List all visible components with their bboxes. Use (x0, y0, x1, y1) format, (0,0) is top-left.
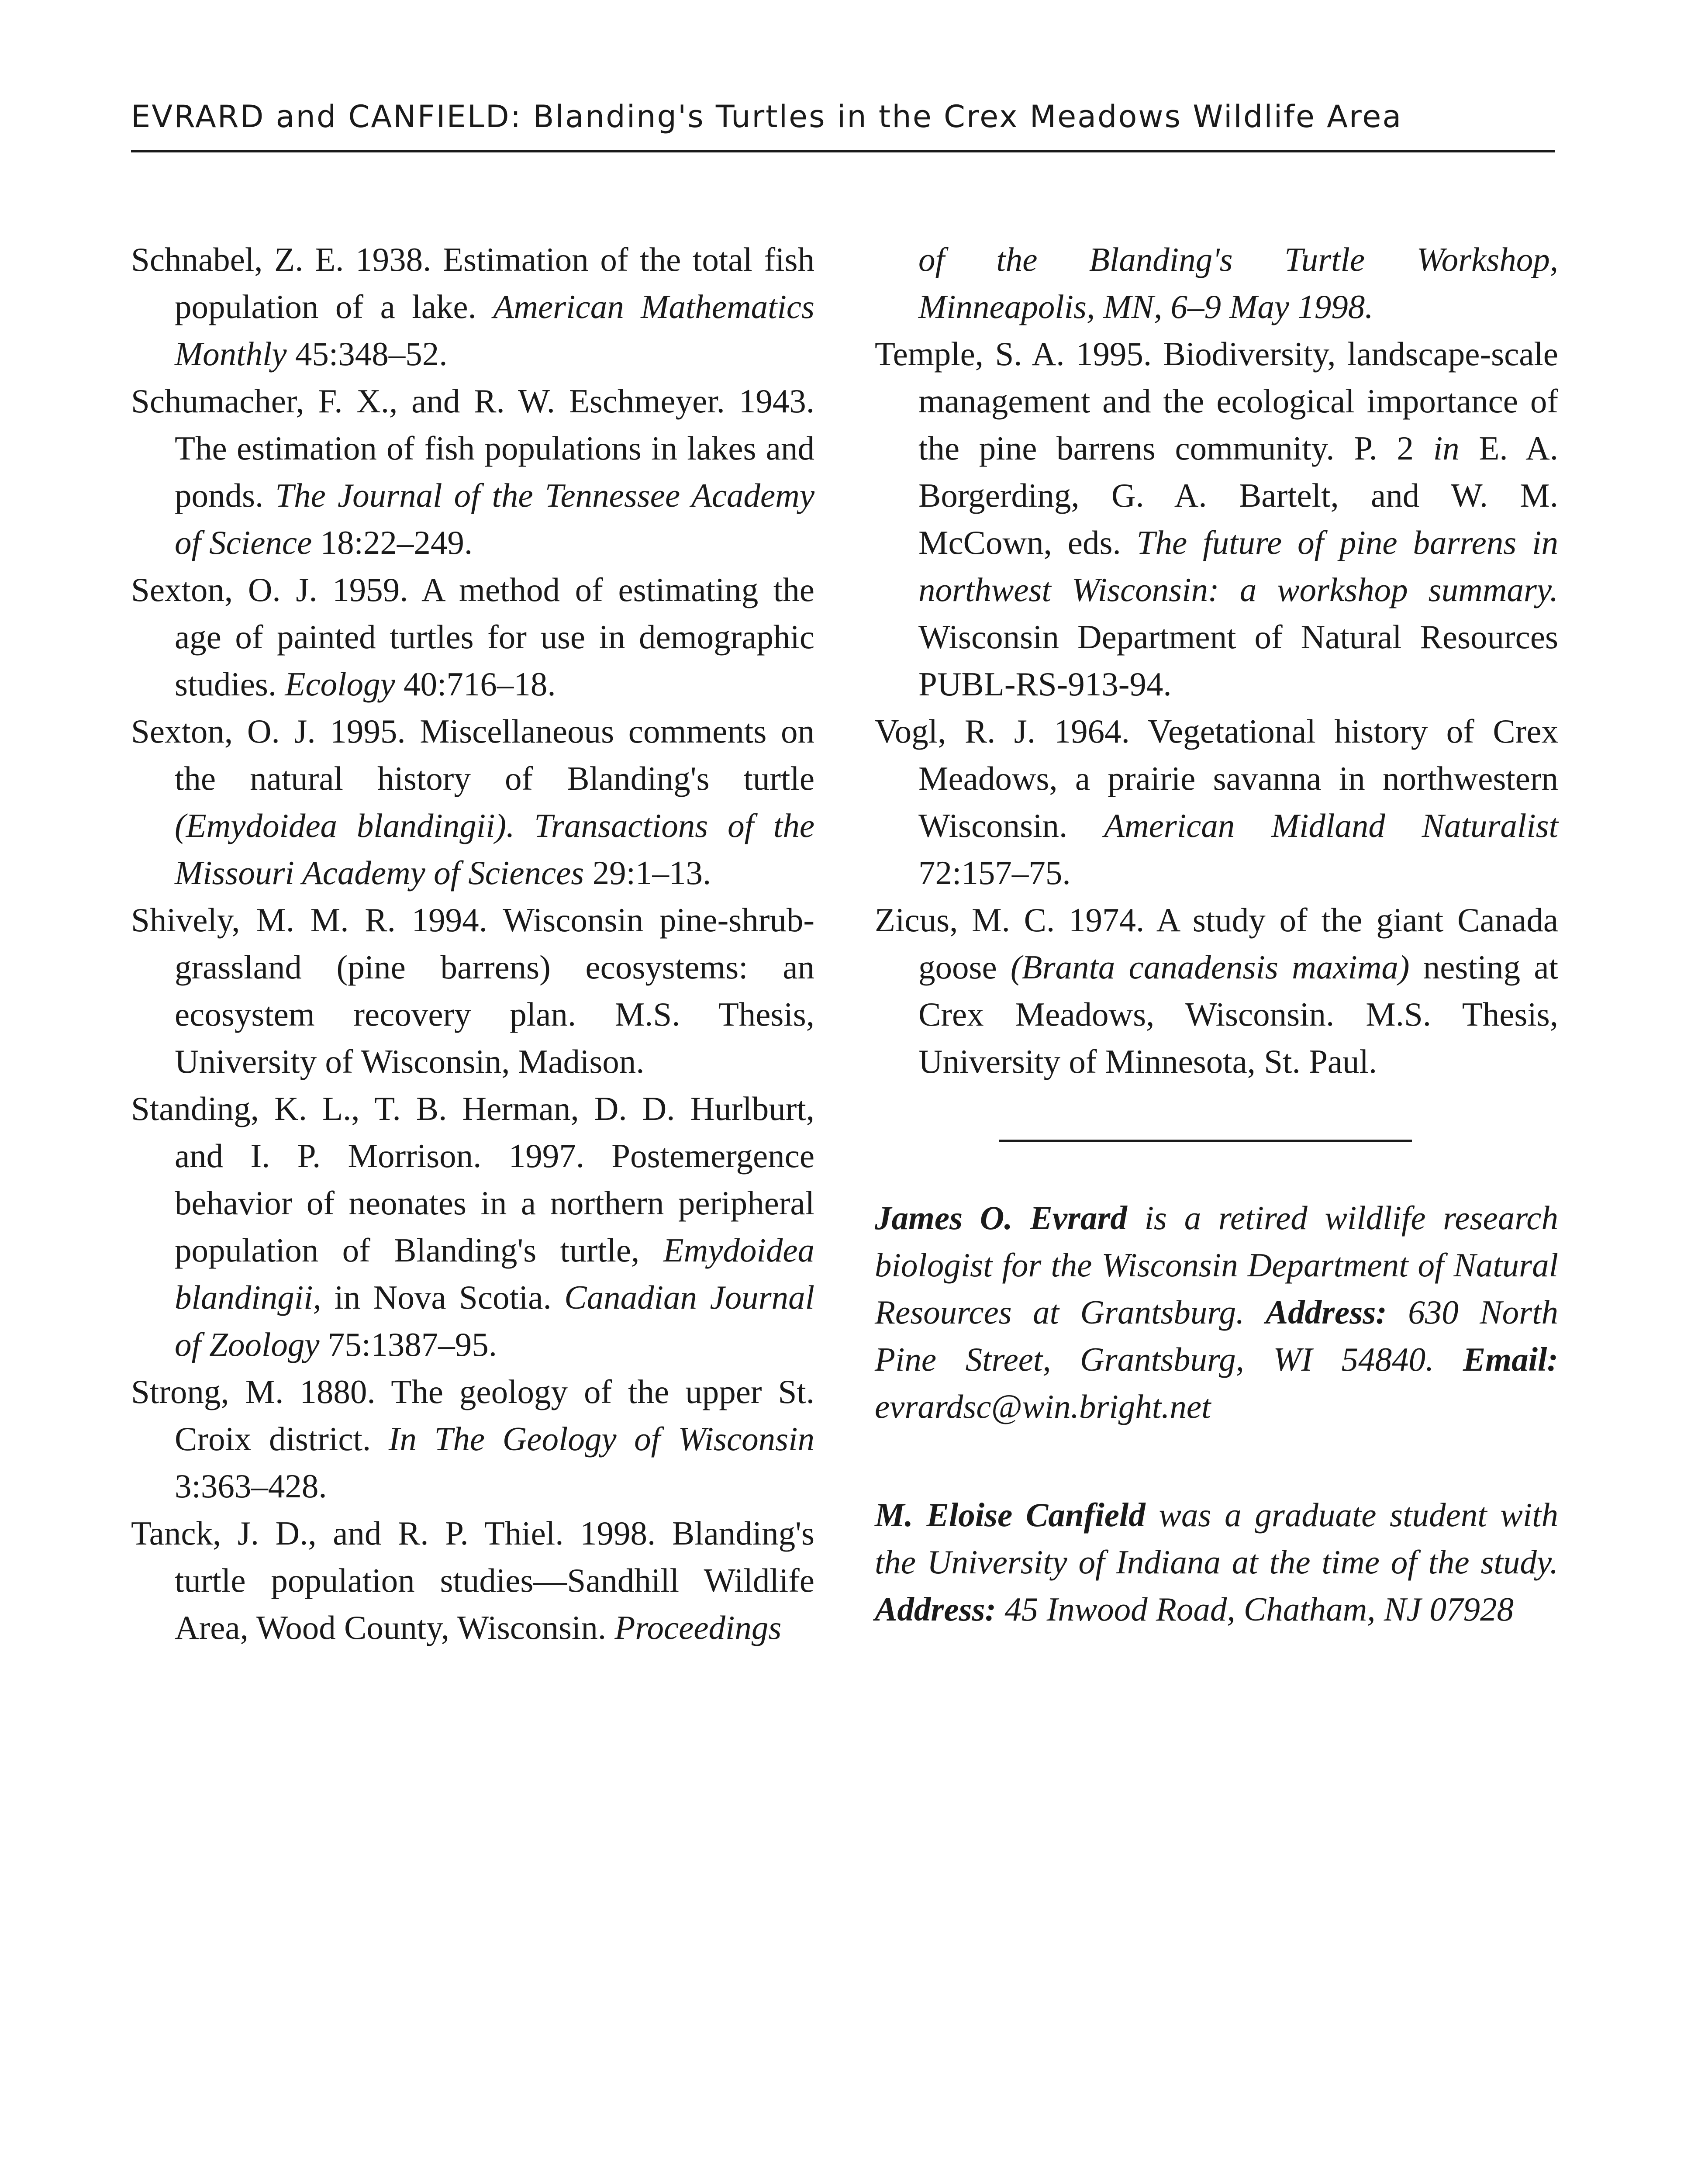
email-label: Email: (1463, 1341, 1558, 1378)
reference-zicus (875, 896, 1558, 1085)
ref-text: Standing, K. L., T. B. Herman, D. D. Hurlburt, and I. P. Morrison. 1997. Postemergence behavior of neonates in a northern peripheral population of Blanding's turtle, (131, 1090, 814, 1269)
ref-species: (Branta canadensis maxima) (1010, 948, 1410, 986)
ref-journal: Ecology (285, 665, 395, 703)
reference-strong (131, 1368, 814, 1510)
ref-text: nesting at Crex Meadows, Wisconsin. M.S. Thesis, University of Minnesota, St. Paul. (918, 948, 1558, 1080)
left-column (131, 236, 814, 1651)
reference-schumacher (131, 377, 814, 566)
running-head: EVRARD and CANFIELD: Blanding's Turtles in the Crex Meadows Wildlife Area (131, 99, 1403, 135)
ref-citation: 45:348–52. (286, 335, 448, 373)
reference-shively (131, 896, 814, 1085)
reference-vogl (875, 708, 1558, 896)
ref-text: Shively, M. M. R. 1994. Wisconsin pine-shrub-grassland (pine barrens) ecosystems: an ecosystem recovery plan. M.S. Thesis, University of Wisconsin, Madison. (131, 901, 814, 1080)
ref-citation: 75:1387–95. (319, 1326, 497, 1363)
ref-journal: American Midland Naturalist (1104, 807, 1558, 844)
ref-journal: (Emydoidea blandingii). Transactions of the Missouri Academy of Sciences (175, 807, 814, 892)
address-text: 45 Inwood Road, Chatham, NJ 07928 (996, 1590, 1514, 1628)
header-rule (131, 150, 1555, 152)
ref-citation: 40:716–18. (395, 665, 556, 703)
ref-text: Sexton, O. J. 1959. A method of estimating the age of painted turtles for use in demographic studies. (131, 571, 814, 703)
ref-text: in Nova Scotia. (321, 1279, 565, 1316)
ref-text: Strong, M. 1880. The geology of the upper St. Croix district. (131, 1373, 814, 1458)
ref-journal: The Journal of the Tennessee Academy of Science (175, 477, 815, 561)
address-label: Address: (875, 1590, 997, 1628)
ref-journal: of the Blanding's Turtle Workshop, Minneapolis, MN, 6–9 May 1998. (918, 241, 1558, 325)
reference-sexton-1995 (131, 708, 814, 896)
ref-journal: Proceedings (614, 1609, 782, 1646)
ref-in: in (1433, 429, 1460, 467)
ref-text: Temple, S. A. 1995. Biodiversity, landscape-scale management and the ecological importance of the pine barrens community. P. 2 (875, 335, 1558, 467)
ref-citation: 72:157–75. (918, 854, 1071, 892)
bio-text: was a graduate student with the University of Indiana at the time of the study. (875, 1496, 1558, 1581)
ref-journal: American Mathematics Monthly (175, 288, 815, 373)
reference-standing (131, 1085, 814, 1368)
ref-text: Zicus, M. C. 1974. A study of the giant Canada goose (875, 901, 1558, 986)
section-separator (999, 1140, 1412, 1142)
ref-species: Emydoidea blandingii, (175, 1231, 814, 1316)
reference-tanck-continued (875, 236, 1558, 330)
ref-text: Schumacher, F. X., and R. W. Eschmeyer. 1943. The estimation of fish populations in lakes and ponds. (131, 382, 814, 514)
ref-text: Schnabel, Z. E. 1938. Estimation of the total fish population of a lake. (131, 241, 814, 325)
ref-text: Tanck, J. D., and R. P. Thiel. 1998. Blanding's turtle population studies—Sandhill Wildlife Area, Wood County, Wisconsin. (131, 1514, 814, 1646)
ref-citation: 29:1–13. (584, 854, 711, 892)
reference-tanck (131, 1510, 814, 1651)
author-name: M. Eloise Canfield (875, 1496, 1146, 1534)
bio-text: is a retired wildlife research biologist for the Wisconsin Department of Natural Resources at Grantsburg. (875, 1199, 1558, 1331)
ref-book-title: The future of pine barrens in northwest Wisconsin: a workshop summary. (918, 524, 1559, 608)
ref-text: E. A. Borgerding, G. A. Bartelt, and W. M. McCown, eds. (918, 429, 1558, 561)
address-text: 630 North Pine Street, Grantsburg, WI 54840. (875, 1293, 1558, 1378)
ref-citation: Wisconsin Department of Natural Resources PUBL-RS-913-94. (918, 618, 1558, 703)
author-bio-canfield (875, 1491, 1558, 1633)
ref-journal: In The Geology of Wisconsin (388, 1420, 814, 1458)
address-label: Address: (1265, 1293, 1387, 1331)
reference-temple (875, 330, 1558, 708)
author-bio-evrard (875, 1194, 1558, 1430)
author-name: James O. Evrard (875, 1199, 1127, 1237)
reference-sexton-1959 (131, 566, 814, 708)
ref-text: Sexton, O. J. 1995. Miscellaneous comments on the natural history of Blanding's turtle (131, 712, 814, 797)
right-column (875, 236, 1558, 1633)
ref-citation: 18:22–249. (312, 524, 473, 561)
ref-journal: Canadian Journal of Zoology (175, 1279, 815, 1363)
reference-schnabel (131, 236, 814, 377)
email-text: evrardsc@win.bright.net (875, 1388, 1211, 1425)
ref-citation: 3:363–428. (175, 1467, 327, 1505)
ref-text: Vogl, R. J. 1964. Vegetational history of Crex Meadows, a prairie savanna in northwestern Wisconsin. (875, 712, 1558, 844)
